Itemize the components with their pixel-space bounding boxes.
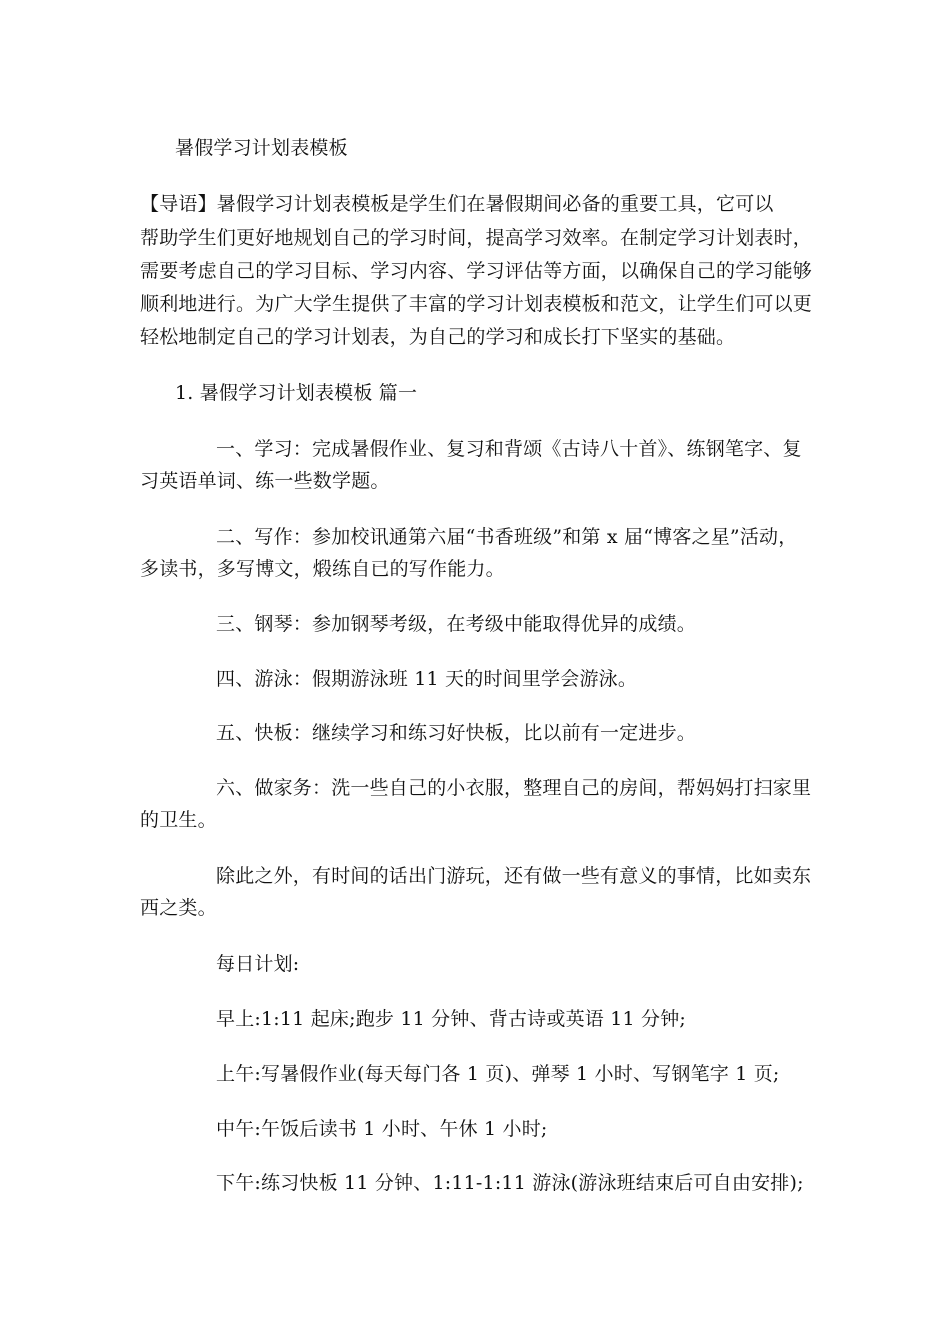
plan-item-extra-cont: 西之类。 [140, 897, 217, 919]
daily-plan-afternoon: 下午:练习快板 11 分钟、1:11-1:11 游泳(游泳班结束后可自由安排); [216, 1172, 804, 1194]
plan-item-housework-cont: 的卫生。 [140, 809, 217, 831]
plan-item-swimming: 四、游泳：假期游泳班 11 天的时间里学会游泳。 [216, 668, 638, 690]
intro-line-3: 需要考虑自己的学习目标、学习内容、学习评估等方面，以确保自己的学习能够 [140, 260, 813, 282]
section-heading: 1. 暑假学习计划表模板 篇一 [175, 382, 418, 404]
daily-plan-morning: 早上:1:11 起床;跑步 11 分钟、背古诗或英语 11 分钟; [216, 1008, 687, 1030]
intro-line-4: 顺利地进行。为广大学生提供了丰富的学习计划表模板和范文，让学生们可以更 [140, 293, 813, 315]
intro-line-1: 【导语】暑假学习计划表模板是学生们在暑假期间必备的重要工具，它可以 [140, 193, 774, 215]
plan-item-study: 一、学习：完成暑假作业、复习和背颂《古诗八十首》、练钢笔字、复 [216, 438, 802, 460]
daily-plan-noon: 中午:午饭后读书 1 小时、午休 1 小时; [216, 1118, 548, 1140]
plan-item-piano: 三、钢琴：参加钢琴考级，在考级中能取得优异的成绩。 [216, 613, 697, 635]
plan-item-writing-cont: 多读书，多写博文，煅练自已的写作能力。 [140, 558, 505, 580]
plan-item-study-cont: 习英语单词、练一些数学题。 [140, 470, 390, 492]
daily-plan-forenoon: 上午:写暑假作业(每天每门各 1 页)、弹琴 1 小时、写钢笔字 1 页; [216, 1063, 780, 1085]
plan-item-extra: 除此之外，有时间的话出门游玩，还有做一些有意义的事情，比如卖东 [216, 865, 812, 887]
daily-plan-heading: 每日计划: [216, 953, 300, 975]
intro-line-5: 轻松地制定自己的学习计划表，为自己的学习和成长打下坚实的基础。 [140, 326, 736, 348]
intro-line-2: 帮助学生们更好地规划自己的学习时间，提高学习效率。在制定学习计划表时， [140, 227, 813, 249]
plan-item-kuaiban: 五、快板：继续学习和练习好快板，比以前有一定进步。 [216, 722, 697, 744]
plan-item-writing: 二、写作：参加校讯通第六届“书香班级”和第 x 届“博客之星”活动， [216, 526, 798, 548]
document-title: 暑假学习计划表模板 [175, 137, 348, 159]
plan-item-housework: 六、做家务：洗一些自己的小衣服，整理自己的房间，帮妈妈打扫家里 [216, 777, 812, 799]
